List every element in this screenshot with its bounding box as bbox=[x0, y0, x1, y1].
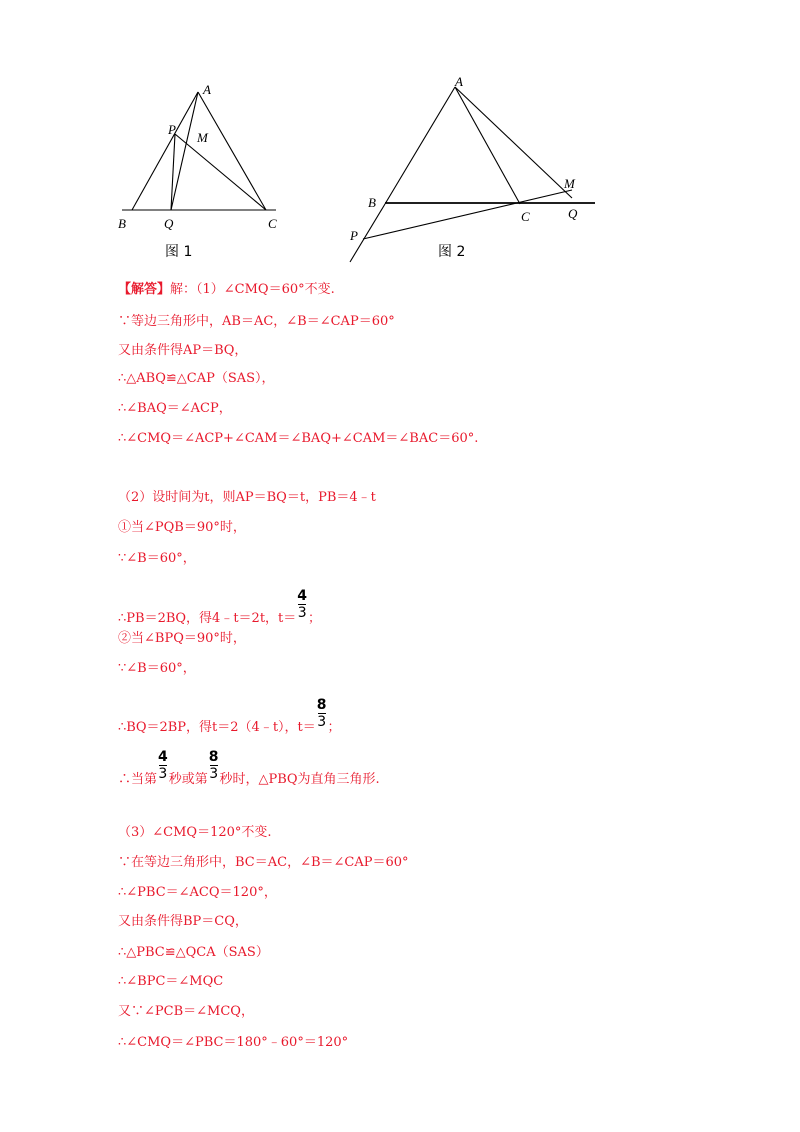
fig1-label-b: B bbox=[118, 216, 126, 231]
part3-line-2: ∵在等边三角形中，BC＝AC，∠B＝∠CAP＝60° bbox=[118, 855, 409, 870]
part1-line-4: ∴△ABQ≌△CAP（SAS）， bbox=[118, 371, 275, 386]
fig1-label-m: M bbox=[197, 130, 208, 145]
fig2-label-q: Q bbox=[568, 206, 578, 221]
fig2-segment-pm bbox=[363, 190, 572, 239]
fig2-caption: 图 2 bbox=[438, 244, 466, 260]
part2-line-6: ∵∠B＝60°， bbox=[118, 661, 196, 676]
part2-line-8 bbox=[118, 749, 380, 796]
fig1-label-a: A bbox=[203, 82, 211, 97]
fig2-label-p: P bbox=[350, 228, 358, 243]
figure-1 bbox=[110, 82, 310, 262]
part3-line-8: ∴∠CMQ＝∠PBC＝180°﹣60°＝120° bbox=[118, 1035, 349, 1050]
fig2-label-a: A bbox=[455, 74, 463, 89]
part3-line-7: 又∵∠PCB＝∠MCQ， bbox=[118, 1004, 254, 1019]
fraction-denominator: 3 bbox=[158, 766, 168, 782]
fig1-caption: 图 1 bbox=[165, 244, 193, 260]
fig2-segment-ac bbox=[455, 87, 520, 204]
fraction-numerator: 4 bbox=[297, 588, 308, 604]
fraction-denominator: 3 bbox=[209, 766, 219, 782]
fig2-label-b: B bbox=[368, 195, 376, 210]
part2-line-3: ∵∠B＝60°， bbox=[118, 551, 196, 566]
fraction-numerator: 8 bbox=[208, 749, 219, 765]
part2-line-7-text: ∴BQ＝2BP，得t＝2（4﹣t），t＝ bbox=[118, 720, 316, 735]
fig2-segment-aq bbox=[455, 87, 572, 198]
fig1-label-c: C bbox=[268, 216, 277, 231]
part1-line-6: ∴∠CMQ＝∠ACP+∠CAM＝∠BAQ+∠CAM＝∠BAC＝60°. bbox=[118, 431, 479, 446]
solution-line-1 bbox=[118, 282, 335, 298]
fraction-numerator: 4 bbox=[158, 749, 168, 765]
part2-line-7 bbox=[118, 697, 341, 744]
part2-line-8-b: 秒或第 bbox=[168, 772, 208, 787]
solution-header: 【解答】 bbox=[118, 282, 171, 297]
part2-line-2: ①当∠PQB＝90°时， bbox=[118, 520, 246, 535]
fig1-segment-pc bbox=[175, 134, 266, 210]
part3-line-6: ∴∠BPC＝∠MQC bbox=[118, 974, 224, 989]
fig1-segment-aq bbox=[171, 92, 198, 210]
fraction-numerator: 8 bbox=[316, 697, 327, 713]
part2-line-4-end: ； bbox=[308, 611, 322, 626]
fig1-label-p: P bbox=[168, 122, 176, 137]
fig1-label-q: Q bbox=[164, 216, 174, 231]
fraction-eight-thirds bbox=[317, 697, 327, 730]
fraction-denominator: 3 bbox=[317, 714, 327, 730]
part2-line-4-text: ∴PB＝2BQ，得4﹣t＝2t，t＝ bbox=[118, 611, 297, 626]
fig2-label-m: M bbox=[564, 176, 575, 191]
part3-line-4: 又由条件得BP＝CQ， bbox=[118, 914, 248, 929]
fraction-eight-thirds-2 bbox=[209, 749, 219, 782]
fig2-label-c: C bbox=[521, 209, 530, 224]
part2-line-7-end: ； bbox=[327, 720, 341, 735]
part2-line-8-c: 秒时，△PBQ为直角三角形. bbox=[219, 772, 380, 787]
part1-line-2: ∵等边三角形中，AB＝AC，∠B＝∠CAP＝60° bbox=[118, 314, 395, 329]
part2-line-1: （2）设时间为t，则AP＝BQ＝t，PB＝4﹣t bbox=[118, 490, 376, 505]
part3-line-5: ∴△PBC≌△QCA（SAS） bbox=[118, 945, 269, 960]
fraction-denominator: 3 bbox=[297, 605, 307, 621]
figure-2 bbox=[340, 72, 610, 272]
part1-line-5: ∴∠BAQ＝∠ACP， bbox=[118, 401, 232, 416]
part3-line-3: ∴∠PBC＝∠ACQ＝120°， bbox=[118, 885, 277, 900]
part1-line-3: 又由条件得AP＝BQ， bbox=[118, 343, 248, 358]
fig1-segment-pq bbox=[171, 134, 175, 210]
part2-line-5: ②当∠BPQ＝90°时， bbox=[118, 631, 246, 646]
part1-line-1: 解：（1）∠CMQ＝60°不变. bbox=[170, 282, 335, 297]
part3-line-1: （3）∠CMQ＝120°不变. bbox=[118, 825, 272, 840]
part2-line-8-a: ∴当第 bbox=[118, 772, 158, 787]
fraction-four-thirds bbox=[297, 588, 307, 621]
fig1-segment-ac bbox=[198, 92, 266, 210]
fraction-four-thirds-2 bbox=[158, 749, 168, 782]
fig2-segment-ab bbox=[385, 87, 455, 204]
fig1-segment-ab bbox=[132, 92, 198, 210]
